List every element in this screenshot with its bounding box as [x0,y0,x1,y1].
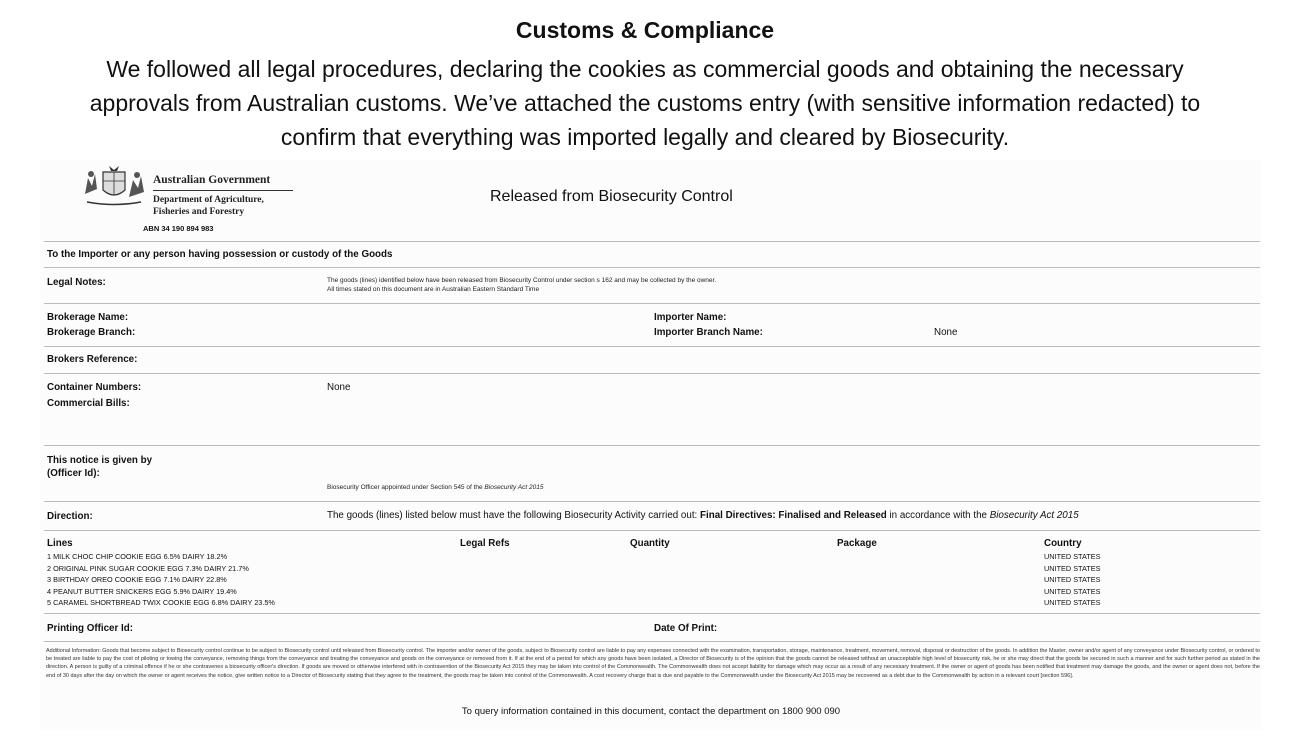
divider [44,641,1260,642]
notice-label-line-1: This notice is given by [47,455,153,466]
quantity-column-header: Quantity [630,538,670,549]
government-name: Australian Government [153,174,271,186]
department-line-2: Fisheries and Forestry [153,207,245,217]
customs-document [40,160,1262,730]
commercial-bills-label: Commercial Bills: [47,398,130,409]
coat-of-arms-logo [81,164,147,208]
line-item: 2 ORIGINAL PINK SUGAR COOKIE EGG 7.3% DAIRY 21.7% [47,563,249,573]
lines-column-header: Lines [47,538,73,549]
officer-appointment: Biosecurity Officer appointed under Section 545 of the Biosecurity Act 2015 [327,484,544,491]
line-item: 1 MILK CHOC CHIP COOKIE EGG 6.5% DAIRY 18.2% [47,552,228,561]
line-country: UNITED STATES [1044,563,1101,573]
to-importer-heading: To the Importer or any person having possession or custody of the Goods [47,249,393,260]
line-item: 5 CARAMEL SHORTBREAD TWIX COOKIE EGG 6.8% DAIRY 23.5% [47,598,275,608]
lines-list [47,551,275,609]
divider [44,445,1260,446]
query-contact-line: To query information contained in this document, contact the department on 1800 900 090 [461,706,841,717]
container-numbers-label: Container Numbers: [47,382,142,393]
direction-label: Direction: [47,511,93,522]
line-country: UNITED STATES [1044,586,1101,596]
divider [44,613,1260,614]
brokerage-name-label: Brokerage Name: [47,312,129,323]
line-item: 4 PEANUT BUTTER SNICKERS EGG 5.9% DAIRY 19.4% [47,586,237,596]
country-column-header: Country [1044,538,1082,549]
line-country: UNITED STATES [1044,575,1101,585]
printing-officer-label: Printing Officer Id: [47,623,133,634]
divider [44,303,1260,304]
package-column-header: Package [837,538,877,549]
importer-name-label: Importer Name: [654,312,727,323]
department-line-1: Department of Agriculture, [153,195,264,205]
country-list [1044,551,1101,609]
divider [44,267,1260,268]
divider [44,346,1260,347]
intro-paragraph: We followed all legal procedures, declaring the cookies as commercial goods and obtaining the necessary approvals from Australian customs. We’ve attached the customs entry (with sensitive information redacted) to confirm that everything was imported legally and cleared by Biosecurity. [89,56,1201,150]
legal-notes-line-1: The goods (lines) identified below have been released from Biosecurity Control under section s 162 and may be collected by the owner. [327,277,717,284]
divider [44,501,1260,502]
container-numbers-value: None [327,382,351,393]
line-country: UNITED STATES [1044,598,1101,608]
additional-information: Additional Information: Goods that become subject to Biosecurity control continue to be subject to Biosecurity control until released from Biosecurity control. The importer and/or owner of the goods, subject to Biosecurity control are liable to pay any expenses connected with the examination, transportation, storage, maintenance, treatment, movement, removal, disposal or destruction of the goods. In addition the Master, owner and/or agent of any conveyance under Biosecurity control, or ordered to be treated are liable to pay the cost of piloting or towing the conveyance, removing things from the conveyance and treating the conveyance and goods on the conveyance or removed from it. If at the end of a period for which any goods have been isolated, a Director of Biosecurity is of the opinion that the goods cannot be released without an unacceptable high level of biosecurity risk, he or she may direct that the goods be secured in such a manner and for such further period as stated in the direction. A person is guilty of a criminal offence if he or she contravenes a biosecurity officer's direction. If goods are moved or otherwise interfered with in contravention of the Biosecurity Act 2015 they may be taken into control of the Commonwealth. The Commonwealth does not accept liability for damage which may occur as a result of any necessary treatment. If the owner or agent of goods has been notified that treatment may damage the goods, and the owner or agent does not, before the end of 30 days after the day on which the owner or agent receives the notice, give written notice to a Director of Biosecurity stating that they agree to the treatment, the goods may be taken into control of the Commonwealth. A cost recovery charge that is due and payable to the Commonwealth under the Biosecurity Act 2015 may be recovered as a debt due to the Commonwealth by action in a relevant court [section 596]. [46,648,1260,679]
page-heading: Customs & Compliance [515,17,775,43]
abn-number: ABN 34 190 894 983 [143,224,214,233]
line-item: 3 BIRTHDAY OREO COOKIE EGG 7.1% DAIRY 22.8% [47,575,227,585]
divider [44,373,1260,374]
importer-branch-value: None [934,327,958,338]
brokerage-branch-label: Brokerage Branch: [47,327,136,338]
legal-notes-label: Legal Notes: [47,277,106,288]
line-country: UNITED STATES [1044,552,1101,561]
notice-label-line-2: (Officer Id): [47,468,100,479]
legal-notes-line-2: All times stated on this document are in Australian Eastern Standard Time [327,286,540,293]
divider [44,241,1260,242]
date-of-print-label: Date Of Print: [654,623,718,634]
brokers-reference-label: Brokers Reference: [47,354,138,365]
document-title: Released from Biosecurity Control [490,188,733,205]
direction-text: The goods (lines) listed below must have the following Biosecurity Activity carried out: Final Directives: Finalised and Released in accordance with the Biosecurity Act 2015 [327,510,1079,521]
divider [44,530,1260,531]
importer-branch-label: Importer Branch Name: [654,327,763,338]
legal-refs-column-header: Legal Refs [460,538,510,549]
government-block [153,174,293,218]
